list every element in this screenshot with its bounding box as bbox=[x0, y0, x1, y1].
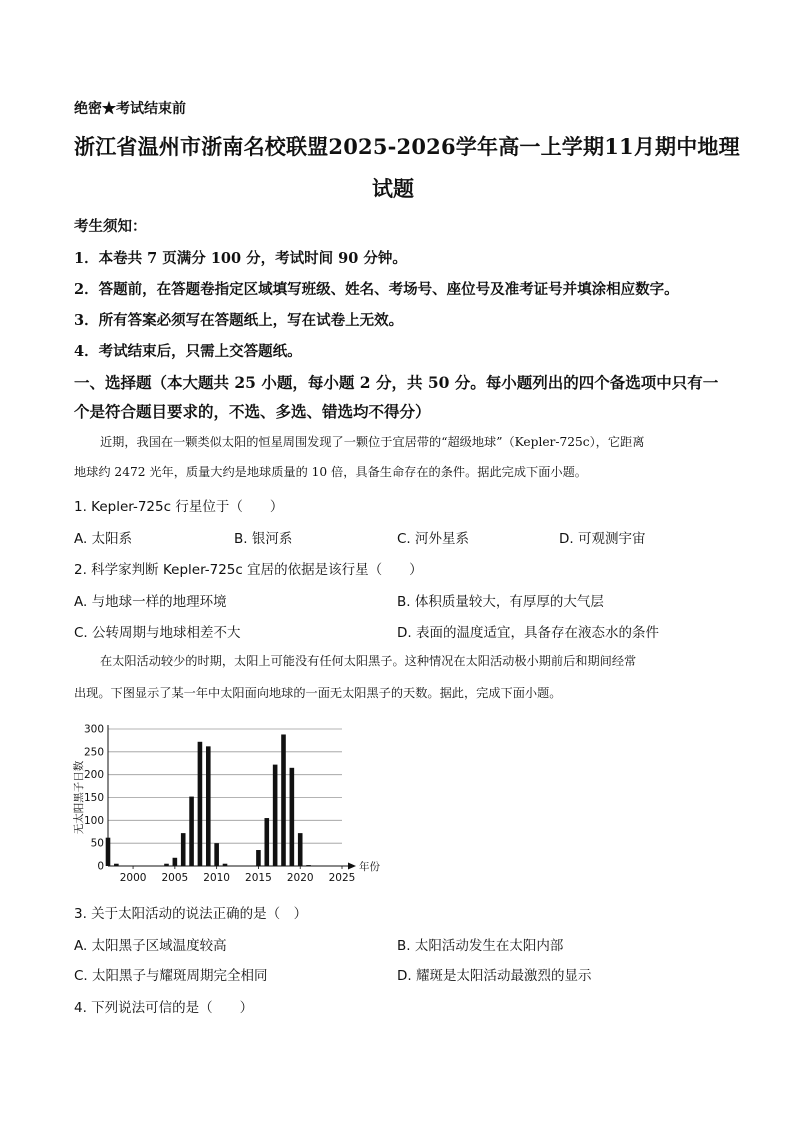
x-tick-label: 2005 bbox=[161, 872, 189, 884]
question1-option-a: A. 太阳系 bbox=[74, 531, 133, 547]
sunspot-free-days-chart bbox=[70, 715, 390, 887]
exam-title-line1: 浙江省温州市浙南名校联盟2025-2026学年高一上学期11月期中地理 bbox=[74, 134, 740, 159]
bar bbox=[189, 797, 194, 866]
x-tick-label: 2010 bbox=[203, 872, 231, 884]
notice-item-4: 4．考试结束后，只需上交答题纸。 bbox=[74, 343, 302, 360]
bar bbox=[281, 734, 286, 866]
passage2-line1: 在太阳活动较少的时期，太阳上可能没有任何太阳黑子。这种情况在太阳活动极小期前后和期间经常 bbox=[100, 654, 637, 668]
question3-option-d: D. 耀斑是太阳活动最激烈的显示 bbox=[397, 968, 592, 984]
bar bbox=[214, 843, 219, 866]
x-tick-label: 2020 bbox=[286, 872, 314, 884]
notice-item-1: 1．本卷共 7 页满分 100 分，考试时间 90 分钟。 bbox=[74, 250, 407, 267]
section1-heading-line2: 个是符合题目要求的，不选、多选、错选均不得分） bbox=[74, 402, 431, 421]
bar bbox=[181, 833, 186, 866]
question1-option-c: C. 河外星系 bbox=[397, 531, 470, 547]
notice-item-2: 2．答题前，在答题卷指定区域填写班级、姓名、考场号、座位号及准考证号并填涂相应数字。 bbox=[74, 281, 679, 298]
question3-option-c: C. 太阳黑子与耀斑周期完全相同 bbox=[74, 968, 268, 984]
bar bbox=[173, 858, 178, 866]
question2-stem: 2. 科学家判断 Kepler-725c 宜居的依据是该行星（ ） bbox=[74, 562, 423, 578]
question3-option-a: A. 太阳黑子区域温度较高 bbox=[74, 938, 227, 954]
bar bbox=[264, 818, 269, 866]
x-tick-label: 2025 bbox=[328, 872, 356, 884]
x-axis-label: 年份 bbox=[359, 861, 380, 873]
question2-option-b: B. 体积质量较大，有厚厚的大气层 bbox=[397, 594, 604, 610]
passage1-line2: 地球约 2472 光年，质量大约是地球质量的 10 倍，具备生命存在的条件。据此完成下面小题。 bbox=[74, 465, 587, 479]
exam-title-line2: 试题 bbox=[372, 176, 414, 201]
question4-stem: 4. 下列说法可信的是（ ） bbox=[74, 1000, 254, 1016]
bar bbox=[273, 765, 278, 866]
bar bbox=[290, 768, 295, 866]
bar bbox=[256, 850, 261, 866]
confidential-label: 绝密★考试结束前 bbox=[74, 101, 186, 117]
y-tick-label: 150 bbox=[83, 792, 104, 804]
notice-heading: 考生须知： bbox=[74, 218, 147, 235]
question3-stem: 3. 关于太阳活动的说法正确的是（ ） bbox=[74, 906, 308, 922]
notice-item-3: 3．所有答案必须写在答题纸上，写在试卷上无效。 bbox=[74, 312, 404, 329]
bar bbox=[198, 742, 203, 866]
question1-stem: 1. Kepler-725c 行星位于（ ） bbox=[74, 499, 284, 515]
question3-option-b: B. 太阳活动发生在太阳内部 bbox=[397, 938, 564, 954]
bar bbox=[298, 833, 303, 866]
y-tick-label: 50 bbox=[90, 837, 104, 850]
y-tick-label: 200 bbox=[83, 769, 104, 782]
x-tick-label: 2015 bbox=[245, 872, 272, 884]
bar bbox=[206, 746, 211, 866]
passage2-line2: 出现。下图显示了某一年中太阳面向地球的一面无太阳黑子的天数。据此，完成下面小题。 bbox=[74, 686, 562, 700]
y-tick-label: 100 bbox=[83, 814, 104, 827]
y-tick-label: 250 bbox=[83, 746, 104, 759]
question2-option-d: D. 表面的温度适宜，具备存在液态水的条件 bbox=[397, 625, 659, 641]
y-axis-label: 无太阳黑子日数 bbox=[73, 760, 85, 835]
question1-option-b: B. 银河系 bbox=[234, 531, 293, 547]
y-tick-label: 0 bbox=[97, 860, 104, 873]
passage1-line1: 近期，我国在一颗类似太阳的恒星周围发现了一颗位于宜居带的“超级地球”（Kepler-725c），它距离 bbox=[100, 435, 645, 449]
x-tick-label: 2000 bbox=[119, 872, 147, 884]
y-tick-label: 300 bbox=[83, 723, 104, 736]
question2-option-a: A. 与地球一样的地理环境 bbox=[74, 594, 227, 610]
question1-option-d: D. 可观测宇宙 bbox=[559, 531, 646, 547]
question2-option-c: C. 公转周期与地球相差不大 bbox=[74, 625, 241, 641]
x-axis-arrow bbox=[348, 863, 356, 870]
section1-heading-line1: 一、选择题（本大题共 25 小题，每小题 2 分，共 50 分。每小题列出的四个备选项中只有一 bbox=[74, 373, 719, 392]
